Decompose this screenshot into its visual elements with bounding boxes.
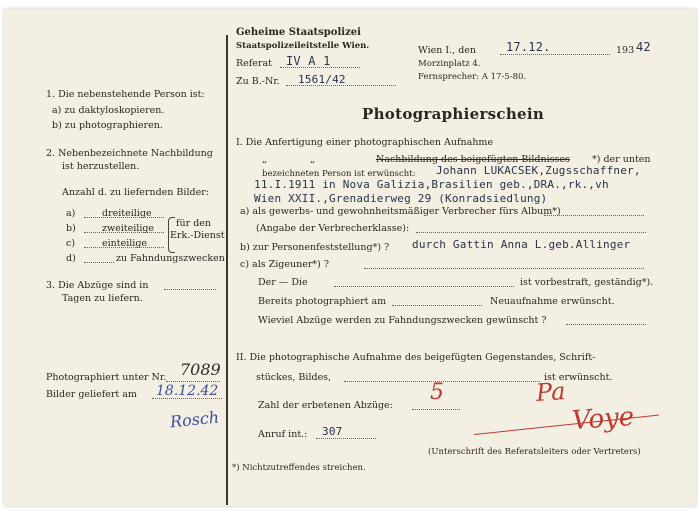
place-label: Wien I., den [418,45,477,56]
c-line: c) als Zigeuner*) ? [240,259,329,270]
date-line [500,54,610,55]
photographed-line [166,381,220,382]
s2-erwuenscht: ist erwünscht. [544,372,613,383]
item3-line [164,289,216,290]
delivered-value: 18.12.42 [156,383,219,399]
count-label: Anzahl d. zu liefernden Bilder: [62,187,209,198]
s1-line2: bezeichneten Person ist erwünscht: [262,169,416,179]
signature-name: Voye [571,401,636,437]
s1-line1: I. Die Anfertigung einer photographischen Aufnahme [236,137,494,148]
a-fill-line [544,215,644,216]
s1-quote1: „ [262,154,267,165]
agency: Geheime Staatspolizei [236,27,361,38]
photographed-label: Photographiert unter Nr. [46,372,167,383]
vorbestraft: ist vorbestraft, geständig*). [520,277,654,288]
opt-b-label: b) [66,223,76,234]
zu-value: 1561/42 [298,73,346,86]
opt-d: zu Fahndungszwecken [116,253,225,264]
opt-a: dreiteilige [102,208,152,219]
document-sheet [4,9,696,506]
s1-struck: Nachbildung des beigefügten Bildnisses [376,154,570,165]
person-line1: Johann LUKACSEK,Zugsschaffner, [436,164,641,177]
anruf-line [316,438,376,439]
opt-c: einteilige [102,238,148,249]
item2-line1: 2. Nebenbezeichnete Nachbildung [46,148,213,159]
address: Morzinplatz 4. [418,59,481,69]
item3-line1: 3. Die Abzüge sind in [46,280,149,291]
b-value: durch Gattin Anna L.geb.Allinger [412,238,631,251]
referat-value: IV A 1 [286,54,331,68]
der-label: Der — Die [258,277,308,288]
s1-quote2: „ [310,154,315,165]
s2-line1: II. Die photographische Aufnahme des beigefügten Gegenstandes, Schrift- [236,352,596,363]
delivered-label: Bilder geliefert am [46,389,137,400]
year-prefix: 193 [616,45,635,56]
wieviel-line [566,324,646,325]
brace-line2: Erk.-Dienst [170,230,225,241]
zahl-label: Zahl der erbetenen Abzüge: [258,400,393,411]
a-line: a) als gewerbs- und gewohnheitsmäßiger Verbrecher fürs Album*) [240,206,561,217]
office: Staatspolizeileitstelle Wien. [236,41,370,51]
opt-b: zweiteilige [102,223,155,234]
person-line3: Wien XXII.,Grenadierweg 29 (Konradsiedlung) [254,192,548,205]
item1-title: 1. Die nebenstehende Person ist: [46,89,205,100]
opt-d-label: d) [66,253,76,264]
item3-line2: Tagen zu liefern. [62,293,143,304]
zahl-line [412,409,460,410]
opt-d-line [84,262,114,263]
photographed-value: 7089 [180,360,221,379]
footnote: *) Nichtzutreffendes streichen. [232,463,366,473]
initials: Rosch [169,407,220,432]
zu-label: Zu B.-Nr. [236,76,280,87]
neuaufnahme: Neuaufnahme erwünscht. [490,296,615,307]
bereits-label: Bereits photographiert am [258,296,387,307]
item2-line2: ist herzustellen. [62,161,140,172]
signature-caption: (Unterschrift des Referatsleiters oder Vertreters) [428,447,641,457]
referat-label: Referat [236,58,272,69]
item1-a: a) zu daktyloskopieren. [52,105,165,116]
form-title: Photographierschein [362,105,545,123]
opt-c-label: c) [66,238,76,249]
year-value: 42 [636,40,651,54]
anruf-label: Anruf int.: [258,429,308,440]
count-value: 5 [430,380,444,405]
b-line: b) zur Personenfeststellung*) ? [240,242,390,253]
a-sub: (Angabe der Verbrecherklasse): [256,223,410,234]
signature-initials: Pa [535,377,567,407]
wieviel: Wieviel Abzüge werden zu Fahndungszwecken gewünscht ? [258,315,547,326]
der-line [334,286,514,287]
item1-b: b) zu photographieren. [52,120,163,131]
a-sub-line [416,232,646,233]
s2-line2: stückes, Bildes, [256,372,332,383]
person-line2: 11.I.1911 in Nova Galizia,Brasilien geb.,DRA.,rk.,vh [254,178,609,191]
phone: Fernsprecher: A 17-5-80. [418,72,527,82]
column-divider [226,35,228,505]
brace-line1: für den [176,218,212,229]
opt-a-label: a) [66,208,76,219]
s1-footref: *) der unten [592,154,651,165]
anruf-value: 307 [322,425,343,438]
date-value: 17.12. [506,40,551,54]
bereits-line [392,305,482,306]
c-fill-line [364,268,644,269]
